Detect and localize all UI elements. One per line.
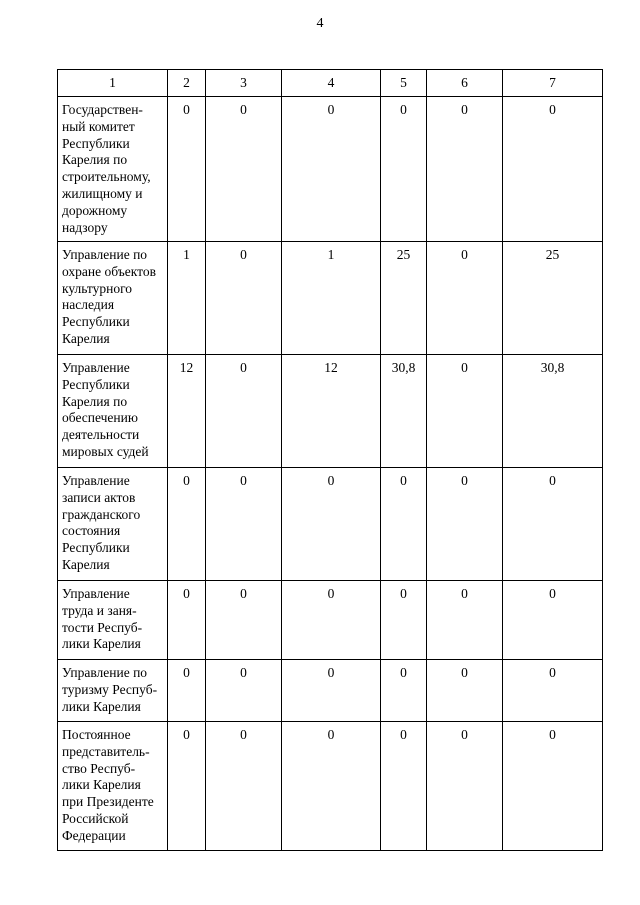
value-cell-c7: 0 [503, 660, 603, 722]
value-cell-c6: 0 [427, 468, 503, 581]
value-cell-c5: 0 [381, 97, 427, 242]
value-cell-c6: 0 [427, 660, 503, 722]
table-row [58, 242, 603, 355]
table-row [58, 468, 603, 581]
value-cell-c5: 25 [381, 242, 427, 355]
value-cell-c4: 0 [282, 581, 381, 660]
column-header: 7 [503, 70, 603, 97]
value-cell-c7: 30,8 [503, 355, 603, 468]
value-cell-c5: 30,8 [381, 355, 427, 468]
value-cell-c5: 0 [381, 660, 427, 722]
table-row [58, 355, 603, 468]
value-cell-c6: 0 [427, 722, 503, 851]
value-cell-c2: 1 [168, 242, 206, 355]
column-header: 4 [282, 70, 381, 97]
value-cell-c5: 0 [381, 468, 427, 581]
table-row [58, 97, 603, 242]
value-cell-c7: 0 [503, 722, 603, 851]
value-cell-c2: 0 [168, 722, 206, 851]
value-cell-c7: 25 [503, 242, 603, 355]
value-cell-c3: 0 [206, 97, 282, 242]
value-cell-c4: 0 [282, 660, 381, 722]
column-header: 2 [168, 70, 206, 97]
value-cell-c2: 0 [168, 97, 206, 242]
column-header: 3 [206, 70, 282, 97]
column-header: 5 [381, 70, 427, 97]
value-cell-c4: 0 [282, 97, 381, 242]
value-cell-c3: 0 [206, 660, 282, 722]
organization-name-cell: Постоянное представитель- ство Респуб- лики Карелия при Президенте Российской Федерации [58, 722, 168, 851]
table-row [58, 722, 603, 851]
value-cell-c4: 0 [282, 722, 381, 851]
value-cell-c6: 0 [427, 242, 503, 355]
value-cell-c2: 0 [168, 468, 206, 581]
value-cell-c6: 0 [427, 97, 503, 242]
value-cell-c4: 12 [282, 355, 381, 468]
value-cell-c4: 0 [282, 468, 381, 581]
value-cell-c3: 0 [206, 355, 282, 468]
value-cell-c7: 0 [503, 468, 603, 581]
value-cell-c3: 0 [206, 722, 282, 851]
value-cell-c7: 0 [503, 581, 603, 660]
organization-name-cell: Управление по туризму Респуб- лики Карелия [58, 660, 168, 722]
value-cell-c4: 1 [282, 242, 381, 355]
organization-name-cell: Управление по охране объектов культурного наследия Республики Карелия [58, 242, 168, 355]
value-cell-c7: 0 [503, 97, 603, 242]
value-cell-c6: 0 [427, 581, 503, 660]
organization-name-cell: Управление труда и заня- тости Респуб- лики Карелия [58, 581, 168, 660]
value-cell-c3: 0 [206, 468, 282, 581]
page-number: 4 [316, 16, 324, 31]
column-header: 6 [427, 70, 503, 97]
value-cell-c5: 0 [381, 722, 427, 851]
value-cell-c5: 0 [381, 581, 427, 660]
column-header: 1 [58, 70, 168, 97]
value-cell-c3: 0 [206, 581, 282, 660]
table-row [58, 581, 603, 660]
organization-name-cell: Государствен- ный комитет Республики Карелия по строительному, жилищному и дорожному надзору [58, 97, 168, 242]
value-cell-c2: 0 [168, 581, 206, 660]
value-cell-c2: 0 [168, 660, 206, 722]
value-cell-c2: 12 [168, 355, 206, 468]
table-header-row [58, 70, 603, 97]
organization-name-cell: Управление записи актов гражданского состояния Республики Карелия [58, 468, 168, 581]
organization-name-cell: Управление Республики Карелия по обеспечению деятельности мировых судей [58, 355, 168, 468]
data-table [57, 69, 603, 851]
table-row [58, 660, 603, 722]
value-cell-c3: 0 [206, 242, 282, 355]
value-cell-c6: 0 [427, 355, 503, 468]
